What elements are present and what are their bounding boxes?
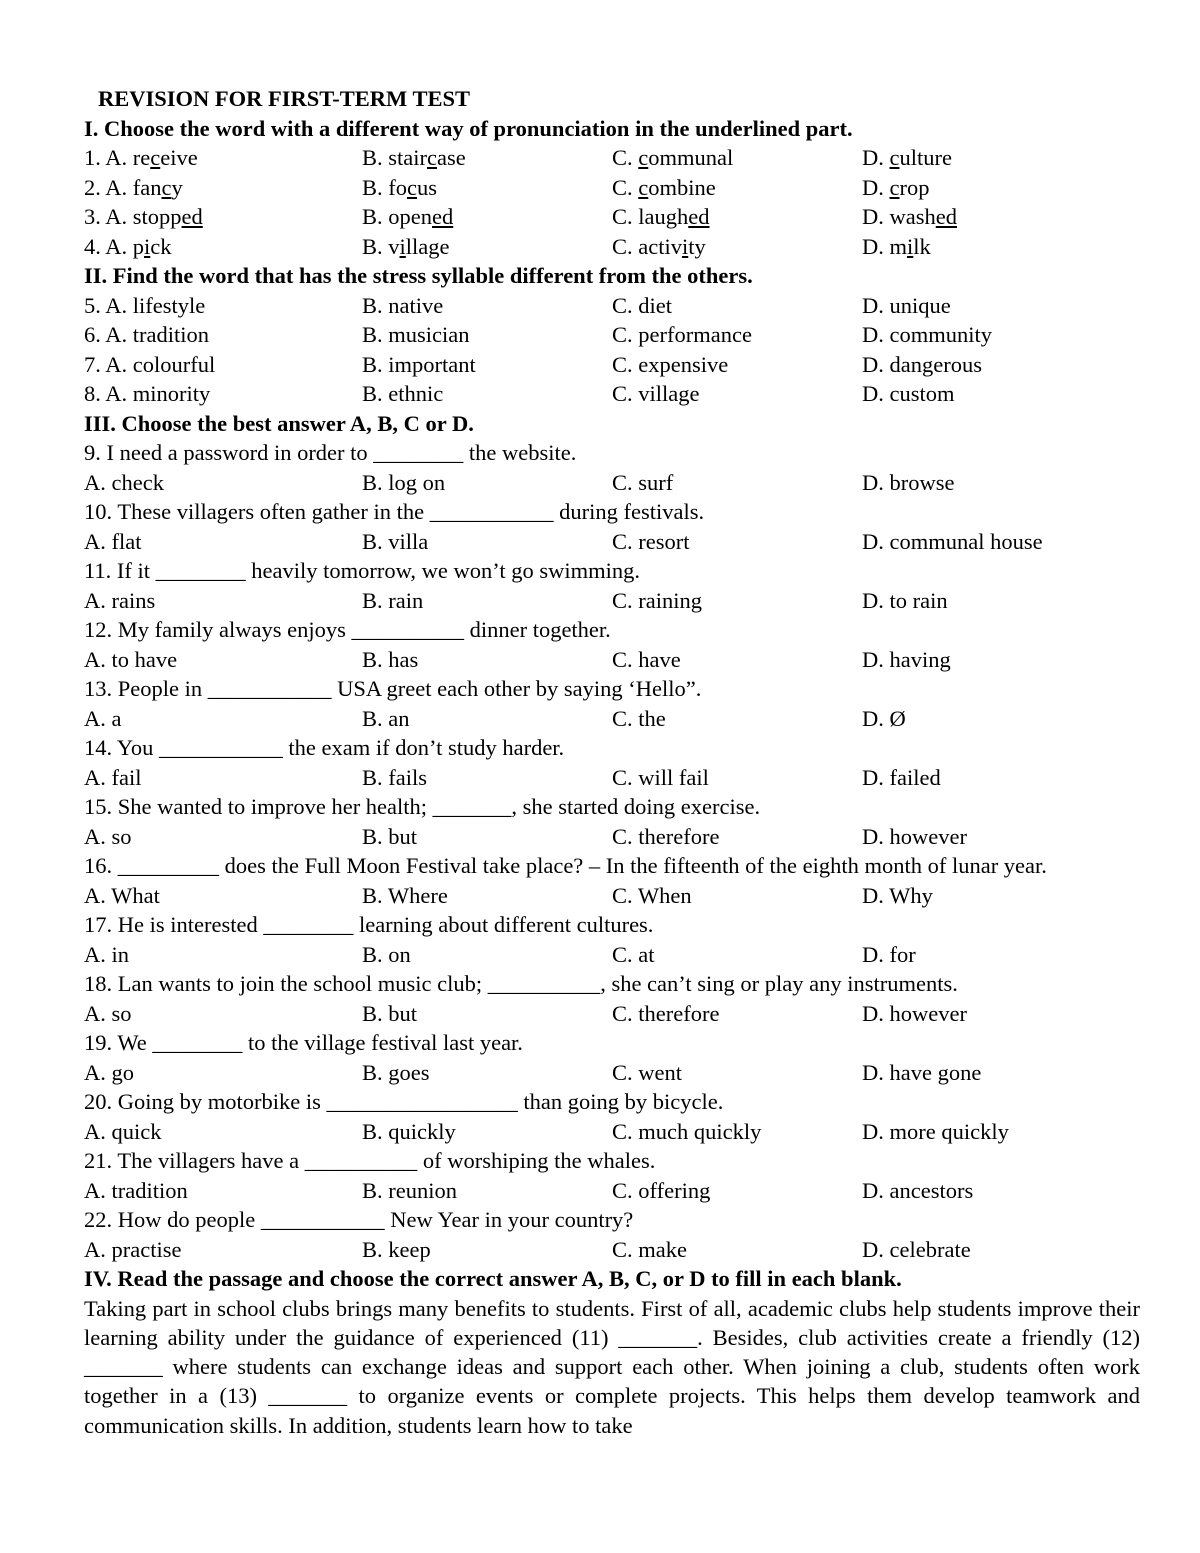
options-row bbox=[84, 645, 1140, 675]
underlined-part: c bbox=[161, 174, 172, 200]
option-c: C. When bbox=[612, 882, 692, 908]
option-c: C. village bbox=[612, 381, 700, 406]
option-d: D. more quickly bbox=[862, 1118, 1009, 1144]
options-row bbox=[84, 232, 1140, 262]
underlined-part: i bbox=[907, 233, 914, 259]
underlined-part: ed bbox=[935, 204, 957, 229]
question-text: 17. He is interested ________ learning about different cultures. bbox=[84, 912, 654, 937]
options-row bbox=[84, 999, 1140, 1029]
options-row bbox=[84, 586, 1140, 616]
option-b: B. native bbox=[362, 292, 444, 318]
option-a: 8. A. minority bbox=[84, 381, 211, 406]
underlined-part: i bbox=[681, 233, 689, 259]
question-text: 10. These villagers often gather in the ___________ during festivals. bbox=[84, 499, 705, 524]
underlined-part: c bbox=[889, 145, 900, 170]
reading-passage: Taking part in school clubs brings many benefits to students. First of all, academic clubs help students improve their learning ability under the guidance of experienced (11) _______. Besides, club activities create a friendly (12) _______ where students can exchange ideas and support each other. When joining a club, students often work together in a (13) _______ to organize events or complete projects. This helps them develop teamwork and communication skills. In addition, students learn how to take bbox=[84, 1295, 1140, 1438]
option-b: B. fails bbox=[362, 764, 427, 790]
option-c: C. surf bbox=[612, 469, 674, 495]
option-b: B. keep bbox=[362, 1236, 431, 1262]
underlined-part: c bbox=[407, 174, 417, 200]
underlined-part: c bbox=[150, 145, 161, 170]
section-2-heading: II. Find the word that has the stress syllable different from the others. bbox=[84, 263, 753, 288]
option-b: B. important bbox=[362, 351, 476, 377]
option-b: B. goes bbox=[362, 1059, 430, 1085]
section-1-heading: I. Choose the word with a different way of pronunciation in the underlined part. bbox=[84, 115, 853, 141]
option-a: 6. A. tradition bbox=[84, 322, 209, 347]
options-row bbox=[84, 1117, 1140, 1147]
options-row bbox=[84, 173, 1140, 203]
option-c: C. raining bbox=[612, 587, 702, 613]
question-text: 22. How do people ___________ New Year in your country? bbox=[84, 1207, 634, 1232]
option-a: A. in bbox=[84, 941, 129, 967]
underlined-part: c bbox=[638, 174, 649, 200]
question-text: 14. You ___________ the exam if don’t study harder. bbox=[84, 735, 565, 760]
question-text: 9. I need a password in order to ________ the website. bbox=[84, 440, 577, 465]
options-row bbox=[84, 1058, 1140, 1088]
option-d: D. community bbox=[862, 322, 992, 347]
option-c: C. will fail bbox=[612, 764, 709, 790]
option-a: 1. A. receive bbox=[84, 145, 198, 170]
worksheet-page bbox=[84, 84, 1140, 1440]
option-d: D. custom bbox=[862, 381, 955, 406]
options-row bbox=[84, 881, 1140, 911]
option-a: A. What bbox=[84, 882, 160, 908]
option-a: 4. A. pick bbox=[84, 233, 172, 259]
option-a: A. a bbox=[84, 705, 122, 731]
option-d: D. having bbox=[862, 646, 951, 672]
question-text: 15. She wanted to improve her health; _______, she started doing exercise. bbox=[84, 794, 761, 819]
option-a: A. quick bbox=[84, 1118, 162, 1144]
question-number: 1. bbox=[84, 145, 106, 170]
question-number: 8. bbox=[84, 381, 106, 406]
options-row bbox=[84, 379, 1140, 409]
underlined-part: i bbox=[144, 233, 151, 259]
option-a: A. check bbox=[84, 469, 164, 495]
question-text: 12. My family always enjoys __________ dinner together. bbox=[84, 617, 611, 642]
question-number: 3. bbox=[84, 204, 106, 229]
option-b: B. has bbox=[362, 646, 419, 672]
option-a: A. flat bbox=[84, 528, 142, 554]
option-d: D. however bbox=[862, 823, 967, 849]
options-row bbox=[84, 822, 1140, 852]
underlined-part: ed bbox=[688, 204, 710, 229]
underlined-part: c bbox=[638, 145, 649, 170]
option-b: B. quickly bbox=[362, 1118, 456, 1144]
options-row bbox=[84, 940, 1140, 970]
options-row bbox=[84, 468, 1140, 498]
option-d: D. failed bbox=[862, 764, 941, 790]
question-number: 6. bbox=[84, 322, 106, 347]
option-b: B. an bbox=[362, 705, 410, 731]
options-row bbox=[84, 143, 1140, 173]
option-c: C. expensive bbox=[612, 351, 729, 377]
option-d: D. however bbox=[862, 1000, 967, 1026]
question-number: 5. bbox=[84, 292, 106, 318]
option-c: C. therefore bbox=[612, 1000, 720, 1026]
options-row bbox=[84, 350, 1140, 380]
option-d: D. Why bbox=[862, 882, 933, 908]
options-row bbox=[84, 320, 1140, 350]
underlined-part: i bbox=[399, 233, 406, 259]
option-d: D. to rain bbox=[862, 587, 948, 613]
question-number: 4. bbox=[84, 233, 106, 259]
section-1-items bbox=[84, 143, 1140, 261]
question-text: 20. Going by motorbike is _________________ than going by bicycle. bbox=[84, 1089, 724, 1114]
section-4-heading: IV. Read the passage and choose the correct answer A, B, C, or D to fill in each blank. bbox=[84, 1266, 902, 1291]
option-b: B. on bbox=[362, 941, 411, 967]
page-title: REVISION FOR FIRST-TERM TEST bbox=[98, 86, 470, 111]
options-row bbox=[84, 704, 1140, 734]
option-a: A. tradition bbox=[84, 1177, 188, 1203]
option-b: B. log on bbox=[362, 469, 446, 495]
section-3-items bbox=[84, 438, 1140, 1264]
option-b: B. musician bbox=[362, 322, 470, 347]
option-c: C. at bbox=[612, 941, 655, 967]
option-a: A. rains bbox=[84, 587, 156, 613]
options-row bbox=[84, 1235, 1140, 1265]
option-c: C. much quickly bbox=[612, 1118, 762, 1144]
option-c: C. activity bbox=[612, 233, 706, 259]
option-d: D. communal house bbox=[862, 528, 1043, 554]
underlined-part: c bbox=[427, 145, 437, 170]
option-a: 3. A. stopped bbox=[84, 204, 203, 229]
option-d: D. browse bbox=[862, 469, 955, 495]
option-a: A. so bbox=[84, 1000, 132, 1026]
option-d: D. milk bbox=[862, 233, 931, 259]
option-c: C. the bbox=[612, 705, 666, 731]
option-d: D. unique bbox=[862, 292, 951, 318]
question-text: 13. People in ___________ USA greet each other by saying ‘Hello”. bbox=[84, 676, 702, 701]
option-b: B. staircase bbox=[362, 145, 466, 170]
option-d: D. dangerous bbox=[862, 351, 982, 377]
options-row bbox=[84, 1176, 1140, 1206]
option-d: D. for bbox=[862, 941, 916, 967]
option-c: C. resort bbox=[612, 528, 690, 554]
question-number: 7. bbox=[84, 351, 106, 377]
option-b: B. focus bbox=[362, 174, 438, 200]
option-a: A. practise bbox=[84, 1236, 182, 1262]
underlined-part: ed bbox=[181, 204, 203, 229]
option-b: B. rain bbox=[362, 587, 424, 613]
option-d: D. crop bbox=[862, 174, 930, 200]
option-b: B. villa bbox=[362, 528, 429, 554]
section-3-heading: III. Choose the best answer A, B, C or D. bbox=[84, 410, 474, 436]
option-b: B. but bbox=[362, 1000, 418, 1026]
option-d: D. culture bbox=[862, 145, 952, 170]
options-row bbox=[84, 763, 1140, 793]
options-row bbox=[84, 202, 1140, 232]
option-d: D. Ø bbox=[862, 705, 906, 731]
question-text: 19. We ________ to the village festival last year. bbox=[84, 1030, 523, 1055]
option-c: C. have bbox=[612, 646, 681, 672]
option-b: B. ethnic bbox=[362, 381, 444, 406]
option-c: C. make bbox=[612, 1236, 687, 1262]
question-number: 2. bbox=[84, 174, 106, 200]
question-text: 18. Lan wants to join the school music club; __________, she can’t sing or play any instruments. bbox=[84, 971, 958, 996]
option-a: 5. A. lifestyle bbox=[84, 292, 206, 318]
section-2-items bbox=[84, 291, 1140, 409]
option-c: C. diet bbox=[612, 292, 672, 318]
options-row bbox=[84, 527, 1140, 557]
option-a: A. so bbox=[84, 823, 132, 849]
option-b: B. opened bbox=[362, 204, 454, 229]
option-c: C. therefore bbox=[612, 823, 720, 849]
option-c: C. went bbox=[612, 1059, 682, 1085]
option-b: B. but bbox=[362, 823, 418, 849]
option-b: B. village bbox=[362, 233, 450, 259]
option-c: C. combine bbox=[612, 174, 716, 200]
option-a: A. go bbox=[84, 1059, 134, 1085]
option-d: D. washed bbox=[862, 204, 957, 229]
option-d: D. celebrate bbox=[862, 1236, 971, 1262]
option-c: C. communal bbox=[612, 145, 734, 170]
question-text: 11. If it ________ heavily tomorrow, we won’t go swimming. bbox=[84, 558, 640, 583]
option-c: C. performance bbox=[612, 322, 752, 347]
underlined-part: c bbox=[889, 174, 900, 200]
question-text: 21. The villagers have a __________ of worshiping the whales. bbox=[84, 1148, 656, 1173]
option-d: D. have gone bbox=[862, 1059, 982, 1085]
underlined-part: ed bbox=[432, 204, 454, 229]
question-text: 16. _________ does the Full Moon Festival take place? – In the fifteenth of the eighth month of lunar year. bbox=[84, 853, 1047, 878]
option-b: B. reunion bbox=[362, 1177, 457, 1203]
options-row bbox=[84, 291, 1140, 321]
option-b: B. Where bbox=[362, 882, 448, 908]
option-c: C. laughed bbox=[612, 204, 710, 229]
option-c: C. offering bbox=[612, 1177, 711, 1203]
option-d: D. ancestors bbox=[862, 1177, 974, 1203]
option-a: A. fail bbox=[84, 764, 142, 790]
option-a: 7. A. colourful bbox=[84, 351, 216, 377]
option-a: 2. A. fancy bbox=[84, 174, 183, 200]
option-a: A. to have bbox=[84, 646, 178, 672]
